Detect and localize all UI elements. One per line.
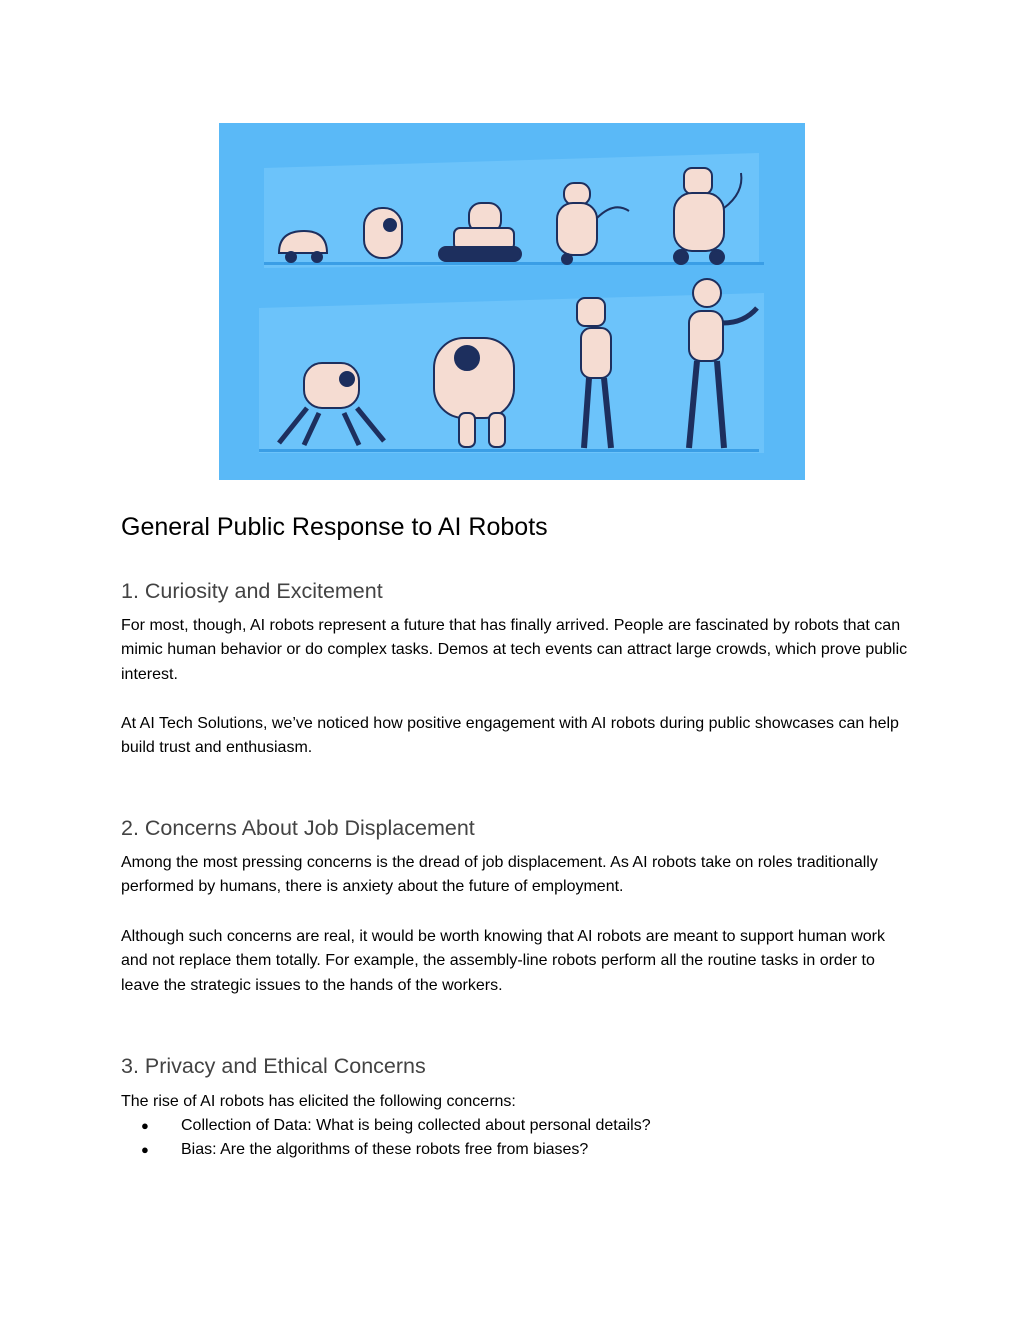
robots-illustration [219, 123, 805, 480]
robots-illustration-icon [219, 123, 805, 480]
paragraph: For most, though, AI robots represent a future that has finally arrived. People are fascinated by robots that can mimic human behavior or do complex tasks. Demos at tech events can attract large crowds, which prove public interest. [121, 617, 908, 683]
bullet-icon: ● [141, 1118, 149, 1133]
paragraph: At AI Tech Solutions, we’ve noticed how positive engagement with AI robots during public showcases can help build trust and enthusiasm. [121, 715, 899, 757]
section-heading-privacy: 3. Privacy and Ethical Concerns [121, 1054, 426, 1078]
bullet-icon: ● [141, 1142, 149, 1157]
page-title: General Public Response to AI Robots [121, 513, 548, 541]
section-heading-curiosity: 1. Curiosity and Excitement [121, 579, 383, 603]
paragraph: The rise of AI robots has elicited the following concerns: [121, 1093, 516, 1110]
paragraph: Although such concerns are real, it would be worth knowing that AI robots are meant to support human work and not replace them totally. For example, the assembly-line robots perform all the routine tasks in order to leave the strategic issues to the hands of the workers. [121, 928, 885, 994]
list-item: ● Collection of Data: What is being collected about personal details? [121, 1114, 651, 1138]
section-heading-job-displacement: 2. Concerns About Job Displacement [121, 816, 475, 840]
list-item: ● Bias: Are the algorithms of these robots free from biases? [121, 1138, 651, 1162]
bullet-list [121, 1114, 651, 1162]
paragraph: Among the most pressing concerns is the dread of job displacement. As AI robots take on roles traditionally performed by humans, there is anxiety about the future of employment. [121, 854, 878, 896]
